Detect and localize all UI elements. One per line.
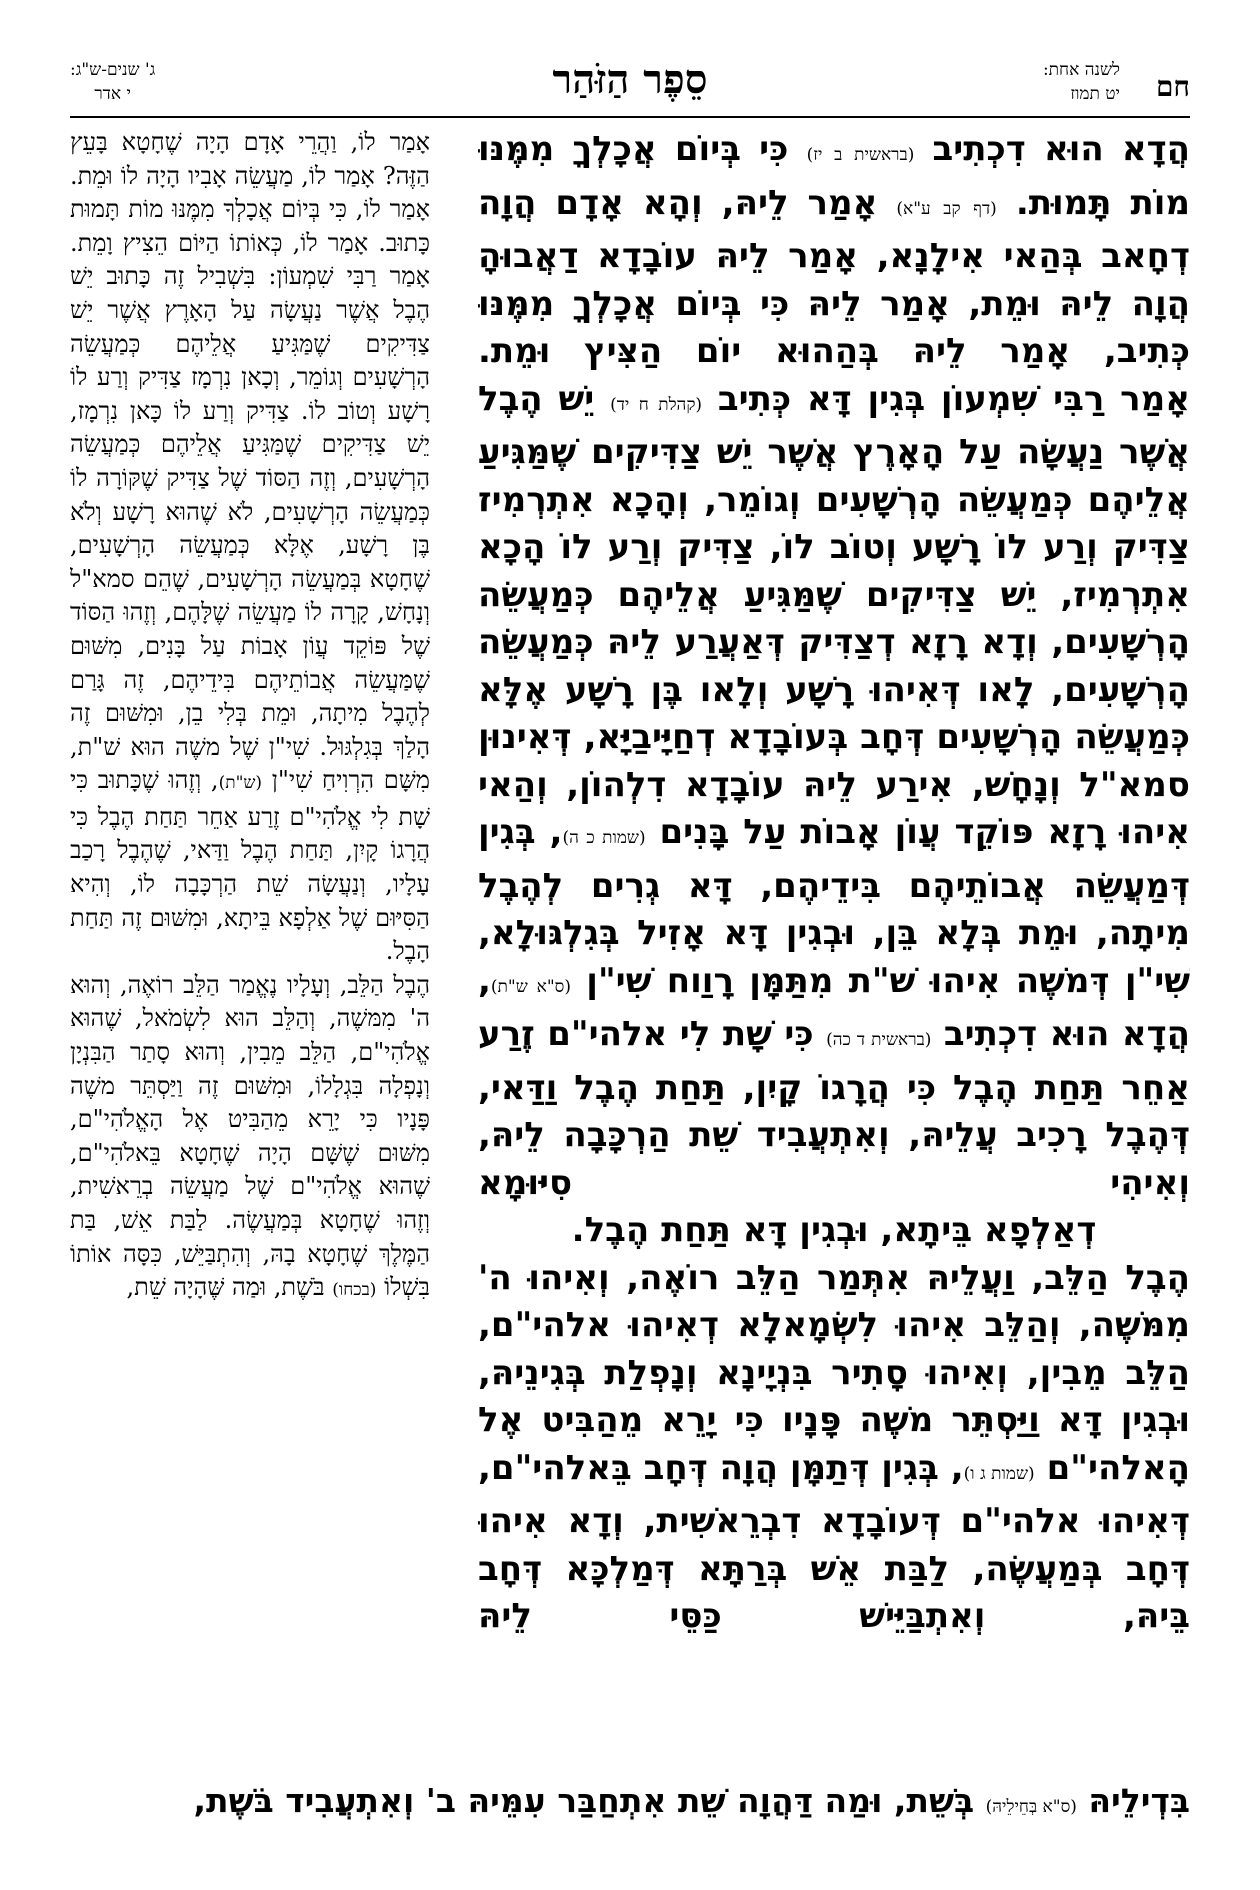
verse-reference: (בראשית ב יז) [806,145,915,165]
header-divider [70,116,1190,118]
variant-reference: (ש"ת) [218,773,263,794]
footer-text: בְּשֵׁת, וּמַה דַּהֲוָה שֵׁת אִתְחַבַּר עִמֵּיהּ ב' וְאִתְעֲבִיד בֹּשֶׁת, [193,1781,975,1820]
side-text: אָמַר לוֹ, וַהֲרֵי אָדָם הָיָה שֶׁחָטָא בָּעֵץ הַזֶּה? אָמַר לוֹ, מַעֲשֵׂה אָבִיו הָיָה לוֹ וּמֵת. אָמַר לוֹ, כִּי בְּיוֹם אֲכָלְךָ מִמֶּנּוּ מוֹת תָּמוּת כָּתוּב. אָמַר לוֹ, כְּאוֹתוֹ הַיּוֹם הֵצִיץ וָמֵת. [70,128,430,257]
one-year-date: יט תמוז [1070,84,1120,104]
main-text: , בְּגִין דְּתַמָּן הֲוָה דְּחָב בֵּאלהי"ם, דְּאִיהוּ אלהי"ם דְּעוֹבָדָא דִבְרֵאשִׁית, וְדָא אִיהוּ דְּחָב בְּמַעֲשֶׂה, לַבַּת אֵשׁ בְּרַתָּא דְּמַלְכָּא דְּחָב בֵּיהּ, וְאִתְבַּיֵּישׁ כַּסֵּי לֵיהּ [478,1447,1190,1636]
main-text: הֲדָא הוּא דִכְתִיב [932,129,1190,169]
verse-reference: (קהלת ח יד) [610,394,703,415]
main-text: דְאַלְפָא בֵּיתָא, וּבְגִין דָּא תַּחַת הֶבֶל. [571,1210,1097,1250]
main-paragraph-3 [478,1255,1190,1641]
main-paragraph-2-end [478,1207,1190,1255]
variant-reference: (ס"א ש"ת) [490,976,571,997]
variant-reference: (ס"א בְּחֵילֵיהּ) [985,1797,1077,1817]
side-text: , וְזֶהוּ שֶׁכָּתוּב כִּי שָׁת לִי אֱלֹהִי"ם זֶרַע אַחֵר תַּחַת הֶבֶל כִּי הֲרָגוֹ קָיִן, תַּחַת הֶבֶל וַדַּאי, שֶׁהֶבֶל רָכַב עָלָיו, וְנַעֲשָׂה שֵׁת הַרְכָּבָה לוֹ, וְהִיא הַסִּיּוּם שֶׁל אַלְפָא בֵּיתָא, וּמִשּׁוּם זֶה תַּחַת הָבֶל. [70,766,430,966]
book-title: סֵפֶר הַזֹּהַר [552,56,708,103]
three-year-label: ג' שנים-ש"ג: [70,60,156,80]
main-text: אָמַר לֵיהּ, וְהָא אָדָם הֲוָה דְחָאב בְּהַאי אִילָנָא, אָמַר לֵיהּ עוֹבָדָא דַאֲבוּהָ הֲוָה לֵיהּ וּמֵת, אָמַר לֵיהּ כִּי בְּיוֹם אֲכָלְךָ מִמֶּנּוּ כְּתִיב, אָמַר לֵיהּ בְּהַהוּא יוֹם הַצִּיץ וּמֵת. [478,182,1190,371]
folio-reference: (דף קב ע"א) [896,198,997,219]
side-text: אָמַר רַבִּי שִׁמְעוֹן: בִּשְׁבִיל זֶה כָּתוּב יֵשׁ הֶבֶל אֲשֶׁר נַעֲשָׂה עַל הָאָרֶץ אֲשֶׁר יֵשׁ צַדִּיקִים שֶׁמַּגִּיעַ אֲלֵיהֶם כְּמַעֲשֵׂה הָרְשָׁעִים וְגוֹמֵר, וְכָאן נִרְמָז צַדִּיק וְרַע לוֹ רָשָׁע וְטוֹב לוֹ. צַדִּיק וְרַע לוֹ כָּאן נִרְמָז, יֵשׁ צַדִּיקִים שֶׁמַּגִּיעַ אֲלֵיהֶם כְּמַעֲשֵׂה הָרְשָׁעִים, וְזֶה הַסּוֹד שֶׁל צַדִּיק שֶׁקּוֹרָה לוֹ כְּמַעֲשֵׂה הָרְשָׁעִים, לֹא שֶׁהוּא רָשָׁע וְלֹא בֶּן רָשָׁע, אֶלָּא כְּמַעֲשֵׂה הָרְשָׁעִים, שֶׁחָטָא בְּמַעֲשֵׂה הָרְשָׁעִים, שֶׁהֵם סמא"ל וְנָחָשׁ, קָרָה לוֹ מַעֲשֵׂה שֶׁלָּהֶם, וְזֶהוּ הַסּוֹד שֶׁל פּוֹקֵד עֲוֹן אָבוֹת עַל בָּנִים, מִשּׁוּם שֶׁמַּעֲשֵׂה אֲבוֹתֵיהֶם בִּידֵיהֶם, זֶה גָּרַם לְהֶבֶל מִיתָה, וּמֵת בְּלִי בֵן, וּמִשּׁוּם זֶה הָלַךְ בְּגִלְגּוּל. שִׁי"ן שֶׁל משֶׁה הוּא שׁ"ת, מִשָּׁם הִרְוִיחַ שִׁי"ן [70,262,430,795]
three-year-date: י אדר [94,84,131,104]
aramaic-text-column [478,126,1190,1766]
footer-text: בִּדְילֵיהּ [1088,1781,1190,1820]
main-paragraph-2 [478,376,1190,1208]
side-paragraph-2 [70,260,430,968]
verse-reference: (בראשית ד כה) [826,1030,932,1050]
verse-reference: (שמות כ ה) [562,828,646,848]
main-text: , הֲדָא הוּא דִכְתִיב [478,960,1190,1054]
main-paragraph-1 [478,126,1190,376]
main-text: כִּי בְּיוֹם אֲכָלְךָ מִמֶּנּוּ מוֹת תָּמוּת. [478,129,1190,223]
side-text: הֶבֶל הַלֵּב, וְעָלָיו נֶאֱמַר הַלֵּב רוֹאֶה, וְהוּא ה' מִמּשֶׁה, וְהַלֵּב הוּא לִשְׂמֹאל, שֶׁהוּא אֱלֹהִי"ם, הַלֵּב מֵבִין, וְהוּא סָתַר הַבִּנְיָן וְנָפְלָה בִּגְלָלוֹ, וּמִשּׁוּם זֶה וַיַּסְתֵּר משֶׁה פָּנָיו כִּי יָרֵא מֵהַבִּיט אֶל הָאֱלֹהִי"ם, מִשּׁוּם שֶׁשָּׁם הָיָה שֶׁחָטָא בֵּאלֹהִי"ם, שֶׁהוּא אֱלֹהִי"ם שֶׁל מַעֲשֵׂה בְרֵאשִׁית, וְזֶהוּ שֶׁחָטָא בְּמַעֲשֶׂה. לַבַּת אֵשׁ, בַּת הַמֶּלֶךְ שֶׁחָטָא בָהּ, וְהִתְבַּיֵּשׁ, כִּסָּה אוֹתוֹ בִּשְׁלוֹ [70,970,430,1302]
one-year-label: לשנה אחת: [1042,60,1120,80]
main-text: יֵשׁ הֶבֶל אֲשֶׁר נַעֲשָׂה עַל הָאָרֶץ אֲשֶׁר יֵשׁ צַדִּיקִים שֶׁמַּגִּיעַ אֲלֵיהֶם כְּמַעֲשֵׂה הָרְשָׁעִים וְגוֹמֵר, וְהָכָא אִתְרְמִיז צַדִּיק וְרַע לוֹ רָשָׁע וְטוֹב לוֹ, צַדִּיק וְרַע לוֹ הָכָא אִתְרְמִיז, יֵשׁ צַדִּיקִים שֶׁמַּגִּיעַ אֲלֵיהֶם כְּמַעֲשֵׂה הָרְשָׁעִים, וְדָא רָזָא דְצַדִּיק דְּאַעֲרַע לֵיהּ כְּמַעֲשֵׂה הָרְשָׁעִים, לָאו דְּאִיהוּ רָשָׁע וְלָאו בֶּן רָשָׁע אֶלָּא כְּמַעֲשֵׂה הָרְשָׁעִים דְּחָב בְּעוֹבָדָא דְחַיָּיבַיָּא, דְּאִינוּן סמא"ל וְנָחָשׁ, אִירַע לֵיהּ עוֹבָדָא דִלְהוֹן, וְהַאי אִיהוּ רָזָא פּוֹקֵד עֲוֹן אָבוֹת עַל בָּנִים [478,378,1190,852]
page-header [70,52,1190,122]
side-text: בֹּשֶׁת, וּמַה שֶּׁהָיָה שֵׁת, [126,1273,325,1302]
page-number: חם [1155,70,1190,103]
side-paragraph-1 [70,126,430,260]
three-year-schedule [70,58,155,106]
main-text: אָמַר רַבִּי שִׁמְעוֹן בְּגִין דָּא כְּתִיב [717,378,1190,419]
variant-reference: (בכחו) [332,1280,377,1301]
side-paragraph-3 [70,969,430,1308]
main-text: כִּי שָׁת לִי אלהי"ם זֶרַע אַחֵר תַּחַת הֶבֶל כִּי הֲרָגוֹ קָיִן, תַּחַת הֶבֶל וַדַּאי, דְּהֶבֶל רָכִיב עֲלֵיהּ, וְאִתְעֲבִיד שֵׁת הַרְכָּבָה לֵיהּ, וְאִיהִי סִיּוּמָא [478,1014,1190,1203]
verse-reference: (שמות ג ו) [963,1463,1035,1484]
hebrew-translation-column [70,126,430,1706]
main-text: , בְּגִין דְּמַעֲשֵׂה אֲבוֹתֵיהֶם בִּידֵיהֶם, דָּא גְרִים לְהֶבֶל מִיתָה, וּמֵת בְּלָא בֵּן, וּבְגִין דָּא אָזִיל בְּגִלְגּוּלָא, שִׁי"ן דְּמשֶׁה אִיהוּ שׁ"ת מִתַּמָּן רָוַוח שִׁי"ן [478,812,1190,1001]
continuation-line [70,1775,1190,1835]
main-text: הֶבֶל הַלֵּב, וַעֲלֵיהּ אִתְּמַר הַלֵּב רוֹאֶה, וְאִיהוּ ה' מִמּשֶׁה, וְהַלֵּב אִיהוּ לִשְׂמָאלָא דְאִיהוּ אלהי"ם, הַלֵּב מֵבִין, וְאִיהוּ סָתִיר בִּנְיָינָא וְנָפְלַת בְּגִינֵיהּ, וּבְגִין דָּא וַיַּסְתֵּר משֶׁה פָּנָיו כִּי יָרֵא מֵהַבִּיט אֶל הָאלהי"ם [478,1257,1190,1488]
